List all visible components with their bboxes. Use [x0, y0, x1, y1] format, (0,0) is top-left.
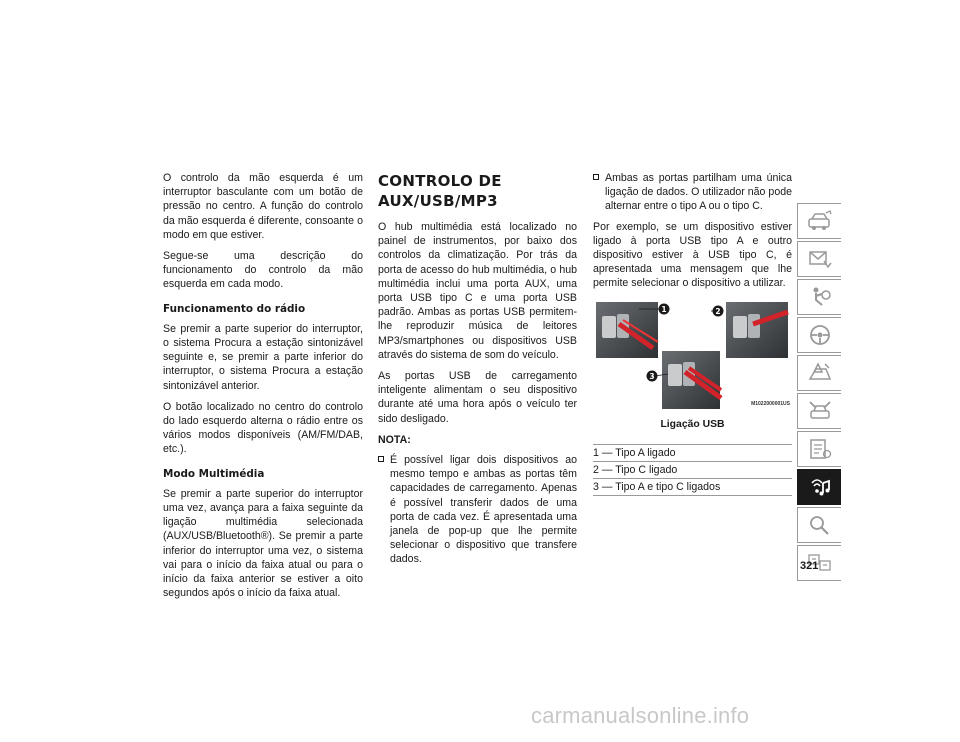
- description-paragraph: Segue-se uma descrição do funcionamento do controlo da mão esquerda em cada modo.: [163, 250, 363, 291]
- tab-multimedia[interactable]: [797, 469, 841, 505]
- watermark-text: carmanualsonline.info: [531, 703, 750, 728]
- airbag-person-icon: [806, 285, 834, 309]
- radio-operation-heading: Funcionamento do rádio: [163, 302, 306, 315]
- figure-code: M1022000001US: [751, 401, 790, 408]
- legend-text: Tipo A ligado: [615, 446, 676, 459]
- note-bullet: [593, 171, 792, 214]
- tab-emergency[interactable]: [797, 355, 841, 391]
- smart-charging-paragraph: As portas USB de carregamento inteligente alimentam o seu dispositivo durante até uma hora após o veículo ter sido desligado.: [378, 370, 577, 425]
- callout-1-label: 1: [661, 304, 667, 314]
- legend-row: [593, 444, 792, 461]
- tab-safety[interactable]: [797, 241, 841, 277]
- legend-number: 2: [593, 464, 599, 477]
- multimedia-track-paragraph: Se premir a parte superior do interruptor uma vez, avança para a faixa seguinte da ligação multimédia selecionada (AUX/USB/Bluetooth®). Se premir a parte inferior do interruptor uma vez, o sistema vai para o início da faixa atual ou para o início da faixa anterior se estiver a oito segundos após o início da faixa atual.: [163, 487, 363, 600]
- type-a-panel: [596, 302, 658, 358]
- section-title: CONTROLO DE AUX/USB/MP3: [378, 172, 502, 210]
- square-bullet-icon: [378, 456, 384, 462]
- multimedia-mode-heading: Modo Multimédia: [163, 467, 265, 480]
- type-c-panel: [726, 302, 788, 358]
- legend-number: 1: [593, 446, 599, 459]
- legend-item: [593, 479, 792, 496]
- legend-row: [593, 462, 792, 479]
- tab-airbag[interactable]: [797, 279, 841, 315]
- note-list-continued: [593, 171, 792, 214]
- radio-mode-paragraph: O botão localizado no centro do controlo do lado esquerdo alterna o rádio entre os vários modos disponíveis (AM/FM/DAB, etc.).: [163, 400, 363, 456]
- service-wrench-icon: [806, 399, 834, 423]
- figure-caption: Ligação USB: [660, 418, 725, 430]
- steering-wheel-icon: [806, 323, 834, 347]
- callout-3-label: 3: [649, 371, 655, 381]
- note-bullet: [378, 453, 577, 567]
- multimedia-music-icon: [806, 475, 834, 499]
- tab-service[interactable]: [797, 393, 841, 429]
- square-bullet-icon: [593, 174, 599, 180]
- callout-2-label: 2: [715, 306, 721, 316]
- tab-dashboard[interactable]: [797, 203, 841, 239]
- figure-legend: [593, 444, 792, 497]
- note-label: NOTA:: [378, 433, 411, 446]
- legend-row: [593, 479, 792, 496]
- index-search-icon: [806, 513, 834, 537]
- media-hub-paragraph: O hub multimédia está localizado no painel de instrumentos, por baixo dos controlos da climatização. Por trás da porta de acesso do hub multimédia, o hub multimédia inclui uma porta AUX, uma porta USB tipo C e uma porta USB padrão. Ambas as portas USB permitem-lhe reproduzir música de leitores MP3/smartphones ou dispositivos USB através do sistema de som do veículo.: [378, 221, 577, 361]
- tab-index[interactable]: [797, 507, 841, 543]
- note-bullet-text: Ambas as portas partilham uma única ligação de dados. O utilizador não pode alternar entre o tipo A ou o tipo C.: [605, 172, 792, 213]
- car-dashboard-icon: [806, 209, 834, 233]
- legend-number: 3: [593, 481, 599, 494]
- right-column: [593, 171, 792, 496]
- radio-seek-paragraph: Se premir a parte superior do interruptor, o sistema Procura a estação sintonizável seguinte e, se premir a parte inferior do interruptor, o sistema Procura a estação sintonizável anterior.: [163, 322, 363, 392]
- tab-specifications[interactable]: [797, 431, 841, 467]
- safety-envelope-icon: [806, 247, 834, 271]
- tab-driving[interactable]: [797, 317, 841, 353]
- note-list: [378, 453, 577, 567]
- legend-item: [593, 444, 792, 461]
- example-paragraph: Por exemplo, se um dispositivo estiver ligado à porta USB tipo A e outro dispositivo estiver à USB tipo C, é apresentada uma mensagem que lhe permite selecionar o dispositivo a utilizar.: [593, 220, 792, 290]
- legend-text: Tipo A e tipo C ligados: [615, 481, 721, 494]
- chapter-tabs: [797, 203, 841, 583]
- middle-column: [378, 171, 577, 573]
- page-number: 321: [800, 560, 819, 572]
- note-bullet-text: É possível ligar dois dispositivos ao mesmo tempo e ambas as portas têm capacidades de carregamento. Apenas é possível transferir dados de uma porta de cada vez. É apresentada uma janela de pop-up que lhe permite selecionar o dispositivo que transfere dados.: [390, 454, 577, 566]
- legend-item: [593, 462, 792, 479]
- emergency-warning-icon: [806, 361, 834, 385]
- type-a-and-c-panel: [662, 351, 721, 409]
- legend-text: Tipo C ligado: [615, 464, 678, 477]
- usb-connection-figure: [593, 298, 792, 416]
- intro-paragraph: O controlo da mão esquerda é um interruptor basculante com um botão de pressão no centro. A função do controlo da mão esquerda é diferente, consoante o modo em que estiver.: [163, 172, 363, 241]
- legend-dash: —: [601, 446, 613, 459]
- legend-dash: —: [601, 464, 613, 477]
- specifications-list-icon: [806, 437, 834, 461]
- legend-dash: —: [601, 481, 613, 494]
- left-column: [163, 171, 363, 607]
